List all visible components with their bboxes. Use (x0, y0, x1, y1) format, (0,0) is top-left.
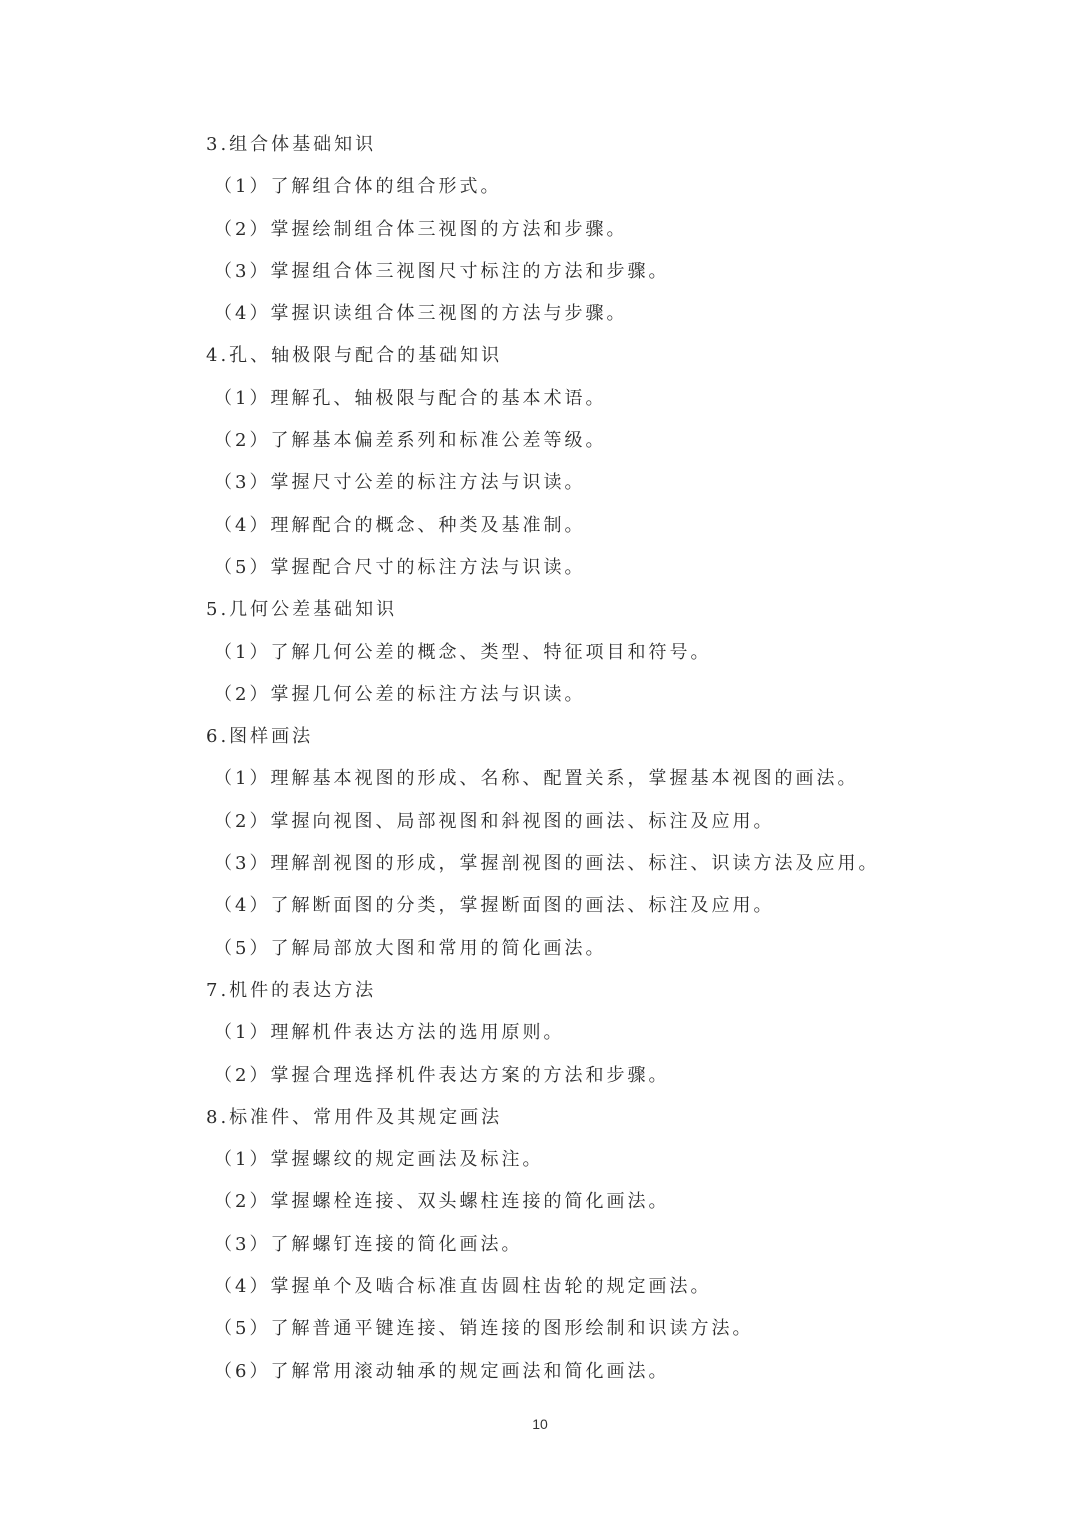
list-item: （2）掌握螺栓连接、双头螺柱连接的简化画法。 (214, 1191, 670, 1213)
section-heading: 4.孔、轴极限与配合的基础知识 (206, 345, 503, 367)
list-item: （1）了解组合体的组合形式。 (214, 176, 502, 198)
list-item: （2）掌握绘制组合体三视图的方法和步骤。 (214, 218, 628, 240)
list-item: （3）了解螺钉连接的简化画法。 (214, 1233, 523, 1255)
page-number: 10 (532, 1416, 548, 1432)
list-item: （3）掌握尺寸公差的标注方法与识读。 (214, 472, 586, 494)
list-item: （4）理解配合的概念、种类及基准制。 (214, 514, 586, 536)
list-item: （4）掌握识读组合体三视图的方法与步骤。 (214, 303, 628, 325)
list-item: （1）理解基本视图的形成、名称、配置关系，掌握基本视图的画法。 (214, 768, 859, 790)
list-item: （2）掌握几何公差的标注方法与识读。 (214, 683, 586, 705)
list-item: （1）掌握螺纹的规定画法及标注。 (214, 1149, 544, 1171)
list-item: （2）掌握向视图、局部视图和斜视图的画法、标注及应用。 (214, 810, 775, 832)
section-heading: 7.机件的表达方法 (206, 979, 377, 1001)
list-item: （6）了解常用滚动轴承的规定画法和简化画法。 (214, 1360, 670, 1382)
section-heading: 5.几何公差基础知识 (206, 599, 398, 621)
list-item: （2）了解基本偏差系列和标准公差等级。 (214, 430, 607, 452)
document-body (206, 124, 906, 1393)
list-item: （3）理解剖视图的形成，掌握剖视图的画法、标注、识读方法及应用。 (214, 853, 880, 875)
list-item: （5）掌握配合尺寸的标注方法与识读。 (214, 556, 586, 578)
list-item: （4）了解断面图的分类，掌握断面图的画法、标注及应用。 (214, 895, 775, 917)
list-item: （5）了解局部放大图和常用的简化画法。 (214, 937, 607, 959)
section-heading: 8.标准件、常用件及其规定画法 (206, 1106, 503, 1128)
list-item: （4）掌握单个及啮合标准直齿圆柱齿轮的规定画法。 (214, 1276, 712, 1298)
list-item: （5）了解普通平键连接、销连接的图形绘制和识读方法。 (214, 1318, 754, 1340)
list-item: （1）理解机件表达方法的选用原则。 (214, 1022, 565, 1044)
list-item: （1）了解几何公差的概念、类型、特征项目和符号。 (214, 641, 712, 663)
list-item: （2）掌握合理选择机件表达方案的方法和步骤。 (214, 1064, 670, 1086)
section-heading: 6.图样画法 (206, 726, 314, 748)
section-heading: 3.组合体基础知识 (206, 134, 377, 155)
list-item: （1）理解孔、轴极限与配合的基本术语。 (214, 387, 607, 409)
list-item: （3）掌握组合体三视图尺寸标注的方法和步骤。 (214, 260, 670, 282)
